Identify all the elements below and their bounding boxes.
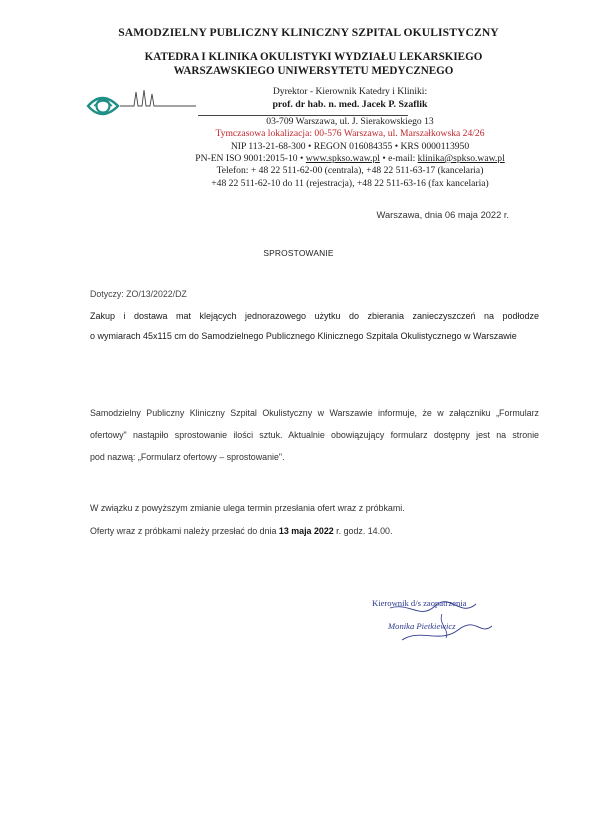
temporary-location: Tymczasowa lokalizacja: 00-576 Warszawa, ul. Marszałkowska 24/26 — [215, 128, 485, 139]
iso-certificate: PN-EN ISO 9001:2015-10 • — [195, 153, 304, 164]
deadline-date: 13 maja 2022 — [278, 526, 334, 536]
subject — [90, 306, 539, 346]
subject-line-1: Zakup i dostawa mat klejących jednorazowego użytku do zbierania zanieczyszczeń na podłodze — [90, 311, 539, 321]
deadline-sentence — [90, 526, 392, 536]
email-link[interactable]: klinika@spkso.waw.pl — [417, 153, 505, 164]
email-label: • e-mail: — [382, 153, 416, 164]
notice-line-3: pod nazwą: „Formularz ofertowy – sprostowanie". — [90, 452, 285, 462]
letter-date: Warszawa, dnia 06 maja 2022 r. — [376, 210, 509, 220]
department-name-line2: WARSZAWSKIEGO UNIWERSYTETU MEDYCZNEGO — [173, 65, 454, 77]
phone-line-1: Telefon: + 48 22 511-62-00 (centrala), +48 22 511-63-17 (kancelaria) — [216, 165, 484, 176]
letter-title: SPROSTOWANIE — [263, 248, 334, 258]
stamp-title: Kierownik d/s zaopatrzenia — [372, 598, 467, 608]
department-name-line1: KATEDRA I KLINIKA OKULISTYKI WYDZIAŁU LEKARSKIEGO — [144, 51, 483, 63]
phone-line-2: +48 22 511-62-10 do 11 (rejestracja), +48 22 511-63-16 (fax kancelaria) — [211, 178, 489, 189]
director-role: Dyrektor - Kierownik Katedry i Kliniki: — [272, 86, 428, 97]
deadline-prefix: Oferty wraz z próbkami należy przesłać do dnia — [90, 526, 277, 536]
reference-number: Dotyczy: ZO/13/2022/DZ — [90, 289, 187, 299]
notice-line-2: ofertowy" nastąpiło sprostowanie ilości sztuk. Aktualnie obowiązujący formularz dostępny jest na stronie — [90, 430, 539, 440]
notice-paragraph — [90, 402, 539, 468]
registry-numbers: NIP 113-21-68-300 • REGON 016084355 • KRS 0000113950 — [230, 141, 470, 152]
deadline-change-note: W związku z powyższym zmianie ulega termin przesłania ofert wraz z próbkami. — [90, 503, 405, 513]
iso-web-email — [120, 153, 580, 164]
hospital-address: 03-709 Warszawa, ul. J. Sierakowskiego 13 — [266, 116, 434, 127]
deadline-suffix: r. godz. 14.00. — [336, 526, 393, 536]
handwritten-signature — [380, 600, 500, 646]
website-link[interactable]: www.spkso.waw.pl — [305, 153, 380, 164]
notice-line-1: Samodzielny Publiczny Kliniczny Szpital Okulistyczny w Warszawie informuje, że w załączniku „Formularz — [90, 408, 539, 418]
hospital-name: SAMODZIELNY PUBLICZNY KLINICZNY SZPITAL OKULISTYCZNY — [118, 26, 499, 39]
subject-line-2: o wymiarach 45x115 cm do Samodzielnego Publicznego Klinicznego Szpitala Okulistycznego w Warszawie — [90, 331, 517, 341]
director-name: prof. dr hab. n. med. Jacek P. Szaflik — [272, 99, 428, 110]
stamp-name: Monika Pietkiewicz — [388, 621, 456, 631]
